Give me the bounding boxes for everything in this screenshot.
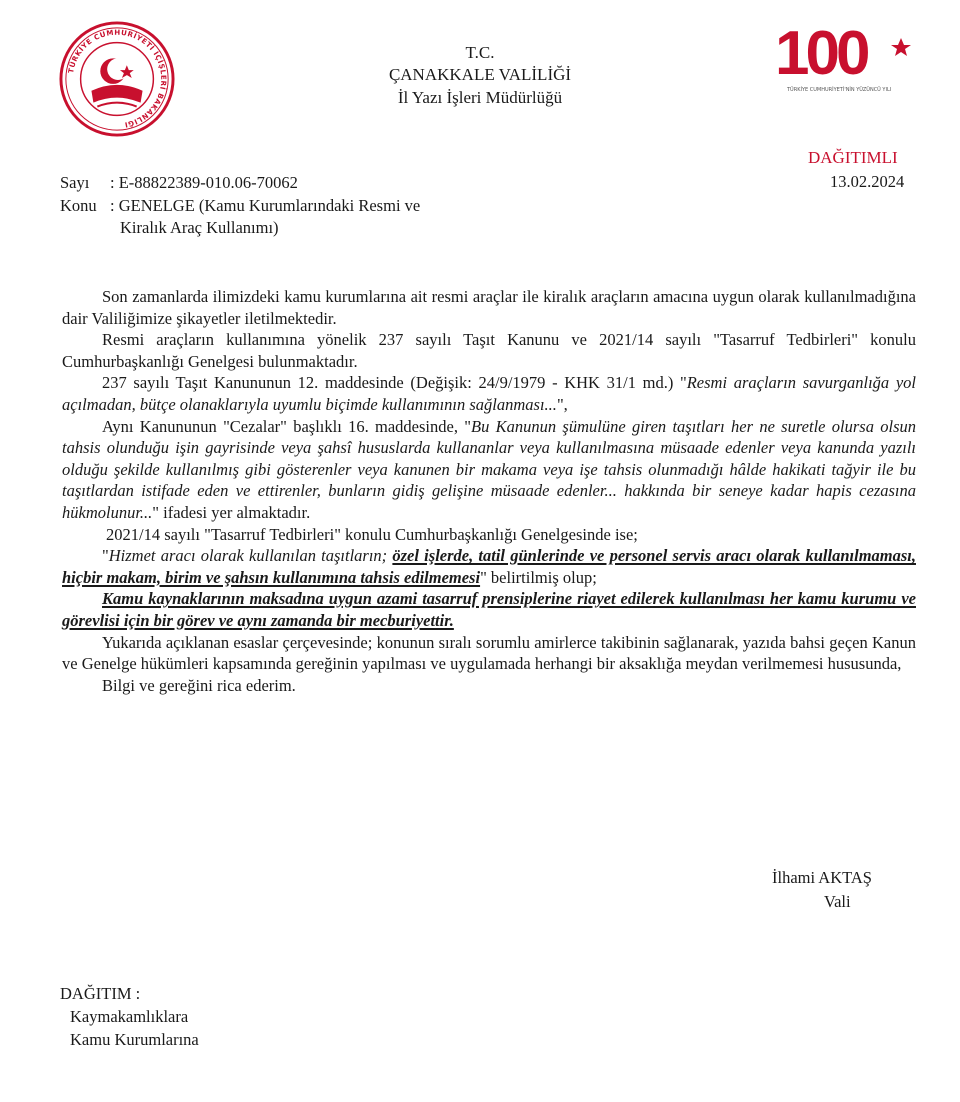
konu-value-line1: : GENELGE (Kamu Kurumlarındaki Resmi ve xyxy=(110,196,421,215)
paragraph-2: Resmi araçların kullanımına yönelik 237 sayılı Taşıt Kanunu ve 2021/14 sayılı "Tasarruf Tedbirleri" konulu Cumhurbaşkanlığı Genelgesi bulunmaktadır. xyxy=(62,330,916,371)
quote-italic: Bu Kanunun şümulüne giren taşıtları her ne suretle olursa olsun tahsis olunduğu işin gayrisinde veya şahsî hususlarda kullananlar veya kullanılmasına müsaade edenler veya kanunda yazılı olduğu şekilde kullanılmış gibi gösterenler veya kanunen bir makama veya işe tahsis olunmadığı hâlde hakikati tağyir ile bu taşıtlardan istifade eden ve ettirenler, bunların gidiş gelişine müsaade edenler... hakkında bir seneye kadar hapis cezasına hükmolunur... xyxy=(62,416,917,522)
paragraph-6: "Hizmet aracı olarak kullanılan taşıtların; özel işlerde, tatil günlerinde ve personel servis aracı olarak kullanılmaması, hiçbir makam, birim ve şahsın kullanımına tahsis edilmemesi" belirtilmiş olup; xyxy=(62,546,916,587)
distribution-item: Kaymakamlıklara xyxy=(70,1007,189,1026)
sayi-label: Sayı xyxy=(60,173,90,192)
centenary-logo xyxy=(773,14,915,98)
svg-text:100: 100 xyxy=(775,19,867,88)
header-governorship: ÇANAKKALE VALİLİĞİ xyxy=(388,65,572,84)
emphasis-underlined: özel işlerde, tatil günlerinde ve personel servis aracı olarak kullanılmaması, hiçbir makam, birim ve şahsın kullanımına tahsis edilmemesi xyxy=(62,546,916,587)
signatory-title: Vali xyxy=(824,892,851,911)
paragraph-8: Yukarıda açıklanan esaslar çerçevesinde; konunun sıralı sorumlu amirlerce takibinin sağlanarak, yazıda bahsi geçen Kanun ve Genelge hükümleri kapsamında gereğinin yapılması ve uygulamada herhangi bir aksaklığa meydan verilmemesi hususunda, xyxy=(62,632,916,674)
paragraph-9: Bilgi ve gereğini rica ederim. xyxy=(102,675,296,695)
paragraph-1: Son zamanlarda ilimizdeki kamu kurumlarına ait resmi araçlar ile kiralık araçların amacına uygun olarak kullanılmadığına dair Valiliğimize şikayetler iletilmektedir. xyxy=(62,287,916,328)
distribution-block xyxy=(60,982,199,1051)
document-body xyxy=(62,286,916,696)
header-directorate: İl Yazı İşleri Müdürlüğü xyxy=(397,88,563,107)
quote-italic: Resmi araçların savurganlığa yol açılmadan, bütçe olanaklarıyla uyumlu biçimde kullanımının sağlanması... xyxy=(62,373,916,414)
svg-text:TÜRKİYE CUMHURİYETİ İÇİŞLERİ B: TÜRKİYE CUMHURİYETİ İÇİŞLERİ BAKANLIĞI xyxy=(66,27,169,130)
header-tc: T.C. xyxy=(465,43,495,62)
svg-text:TÜRKİYE CUMHURİYETİ'NİN YÜZÜNC: TÜRKİYE CUMHURİYETİ'NİN YÜZÜNCÜ YILI xyxy=(787,87,892,93)
ministry-seal-logo xyxy=(58,20,176,138)
paragraph-4: Aynı Kanununun "Cezalar" başlıklı 16. maddesinde, "Bu Kanunun şümulüne giren taşıtları her ne suretle olursa olsun tahsis olunduğu işin gayrisinde veya şahsî hususlarda kullananlar veya kullanılmasına müsaade edenler veya kanunda yazılı olduğu şekilde kullanılmış gibi gösterenler veya kanunen bir makama veya işe tahsis olunmadığı hâlde hakikati tağyir ile bu taşıtlardan istifade eden ve ettirenler, bunların gidiş gelişine müsaade edenler... hakkında bir seneye kadar hapis cezasına hükmolunur..." ifadesi yer almaktadır. xyxy=(62,416,917,522)
konu-label: Konu xyxy=(60,196,97,215)
konu-value-line2: Kiralık Araç Kullanımı) xyxy=(120,218,279,237)
sayi-value: : E-88822389-010.06-70062 xyxy=(110,173,298,192)
paragraph-3: 237 sayılı Taşıt Kanununun 12. maddesinde (Değişik: 24/9/1979 - KHK 31/1 md.) "Resmi araçların savurganlığa yol açılmadan, bütçe olanaklarıyla uyumlu biçimde kullanımının sağlanması...", xyxy=(62,373,916,414)
paragraph-5: 2021/14 sayılı "Tasarruf Tedbirleri" konulu Cumhurbaşkanlığı Genelgesinde ise; xyxy=(106,524,638,544)
emphasis-underlined: Kamu kaynaklarının maksadına uygun azami tasarruf prensiplerine riayet edilerek kullanılması her kamu kurumu ve görevlisi için bir görev ve aynı zamanda bir mecburiyettir. xyxy=(62,589,916,630)
signature-block xyxy=(772,866,912,914)
paragraph-7 xyxy=(62,588,916,631)
distribution-item: Kamu Kurumlarına xyxy=(70,1030,199,1049)
signatory-name: İlhami AKTAŞ xyxy=(772,868,872,887)
distribution-mark: DAĞITIMLI xyxy=(808,148,898,167)
distribution-heading: DAĞITIM : xyxy=(60,984,141,1003)
document-date: 13.02.2024 xyxy=(830,172,905,191)
